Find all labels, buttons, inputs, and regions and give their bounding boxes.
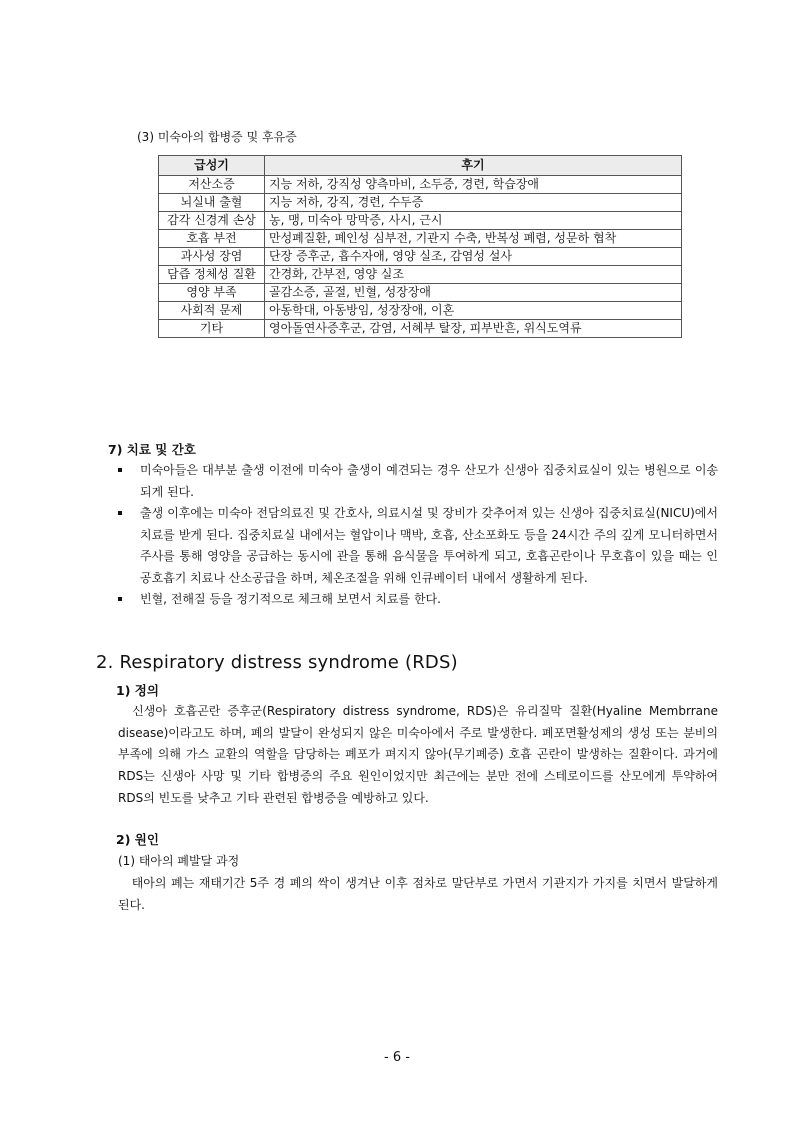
list-item bbox=[118, 589, 718, 611]
treatment-bullet-list bbox=[118, 460, 718, 611]
list-item-text: 미숙아들은 대부분 출생 이전에 미숙아 출생이 예견되는 경우 산모가 신생아 집중치료실이 있는 병원으로 이송되게 된다. bbox=[140, 463, 718, 499]
table-header-acute: 급성기 bbox=[159, 156, 265, 176]
table-cell-late: 골감소증, 골절, 빈혈, 성장장애 bbox=[265, 284, 682, 302]
table-cell-acute: 감각 신경계 손상 bbox=[159, 212, 265, 230]
table-cell-late: 농, 맹, 미숙아 망막증, 사시, 근시 bbox=[265, 212, 682, 230]
section-title: 2. Respiratory distress syndrome (RDS) bbox=[96, 652, 458, 673]
table-row bbox=[159, 266, 682, 284]
table-cell-late: 간경화, 간부전, 영양 실조 bbox=[265, 266, 682, 284]
table-cell-late: 지능 저하, 강직성 양측마비, 소두증, 경련, 학습장애 bbox=[265, 176, 682, 194]
definition-text: 신생아 호흡곤란 증후군(Respiratory distress syndrome, RDS)은 유리질막 질환(Hyaline Membrrane disease)이라고도 하며, 폐의 발달이 완성되지 않은 미숙아에서 주로 발생한다. 폐포면활성제의 생성 또는 분비의 부족에 의해 가스 교환의 역할을 담당하는 폐포가 펴지지 않아(무기폐증) 호흡 곤란이 발생하는 질환이다. 과거에 RDS는 신생아 사망 및 기타 합병증의 주요 원인이었지만 최근에는 분만 전에 스테로이드를 산모에게 투약하여 RDS의 빈도를 낮추고 기타 관련된 합병증을 예방하고 있다. bbox=[118, 704, 718, 805]
table-row bbox=[159, 230, 682, 248]
table-header-late: 후기 bbox=[265, 156, 682, 176]
table-cell-acute: 저산소증 bbox=[159, 176, 265, 194]
table-cell-acute: 뇌실내 출혈 bbox=[159, 194, 265, 212]
cause-subheading: (1) 태아의 폐발달 과정 bbox=[118, 854, 240, 868]
cause-text: 태아의 폐는 재태기간 5주 경 폐의 싹이 생겨난 이후 점차로 말단부로 가면서 기관지가 가지를 치면서 발달하게 된다. bbox=[118, 876, 718, 912]
table-cell-late: 지능 저하, 강직, 경련, 수두증 bbox=[265, 194, 682, 212]
cause-heading: 2) 원인 bbox=[116, 832, 159, 847]
table-cell-acute: 사회적 문제 bbox=[159, 302, 265, 320]
table-row bbox=[159, 284, 682, 302]
table-cell-late: 만성폐질환, 폐인성 심부전, 기관지 수축, 반복성 폐렴, 성문하 협착 bbox=[265, 230, 682, 248]
table-cell-acute: 담즙 정체성 질환 bbox=[159, 266, 265, 284]
page-number: - 6 - bbox=[384, 1050, 410, 1065]
table-cell-acute: 호흡 부전 bbox=[159, 230, 265, 248]
list-item bbox=[118, 460, 718, 503]
list-item-text: 출생 이후에는 미숙아 전담의료진 및 간호사, 의료시설 및 장비가 갖추어져 있는 신생아 집중치료실(NICU)에서 치료를 받게 된다. 집중치료실 내에서는 혈압이나 맥박, 호흡, 산소포화도 등을 24시간 주의 깊게 모니터하면서 주사를 통해 영양을 공급하는 동시에 관을 통해 음식물을 투여하게 되고, 호흡곤란이나 무호흡이 있을 때는 인공호흡기 치료나 산소공급을 하며, 체온조절을 위해 인큐베이터 내에서 생활하게 된다. bbox=[140, 506, 718, 585]
bullet-square-icon bbox=[118, 468, 122, 472]
bullet-square-icon bbox=[118, 597, 122, 601]
treatment-heading: 7) 치료 및 간호 bbox=[108, 442, 196, 457]
table-cell-late: 아동학대, 아동방임, 성장장애, 이혼 bbox=[265, 302, 682, 320]
table-row bbox=[159, 176, 682, 194]
bullet-square-icon bbox=[118, 511, 122, 515]
table-row bbox=[159, 194, 682, 212]
table-cell-acute: 과사성 장염 bbox=[159, 248, 265, 266]
table-row bbox=[159, 302, 682, 320]
table-cell-late: 단장 증후군, 흡수자애, 영양 실조, 감염성 설사 bbox=[265, 248, 682, 266]
table-row bbox=[159, 320, 682, 338]
table-row bbox=[159, 248, 682, 266]
cause-paragraph bbox=[118, 872, 718, 916]
table-cell-acute: 기타 bbox=[159, 320, 265, 338]
table-header-row bbox=[159, 156, 682, 176]
list-item-text: 빈혈, 전해질 등을 정기적으로 체크해 보면서 치료를 한다. bbox=[140, 592, 441, 606]
table-cell-late: 영아돌연사증후군, 감염, 서혜부 탈장, 피부반흔, 위식도역류 bbox=[265, 320, 682, 338]
complications-table bbox=[158, 155, 682, 338]
table-row bbox=[159, 212, 682, 230]
definition-paragraph bbox=[118, 701, 718, 810]
subsection-title: (3) 미숙아의 합병증 및 후유증 bbox=[137, 130, 297, 144]
list-item bbox=[118, 503, 718, 589]
table-cell-acute: 영양 부족 bbox=[159, 284, 265, 302]
definition-heading: 1) 정의 bbox=[116, 683, 159, 698]
